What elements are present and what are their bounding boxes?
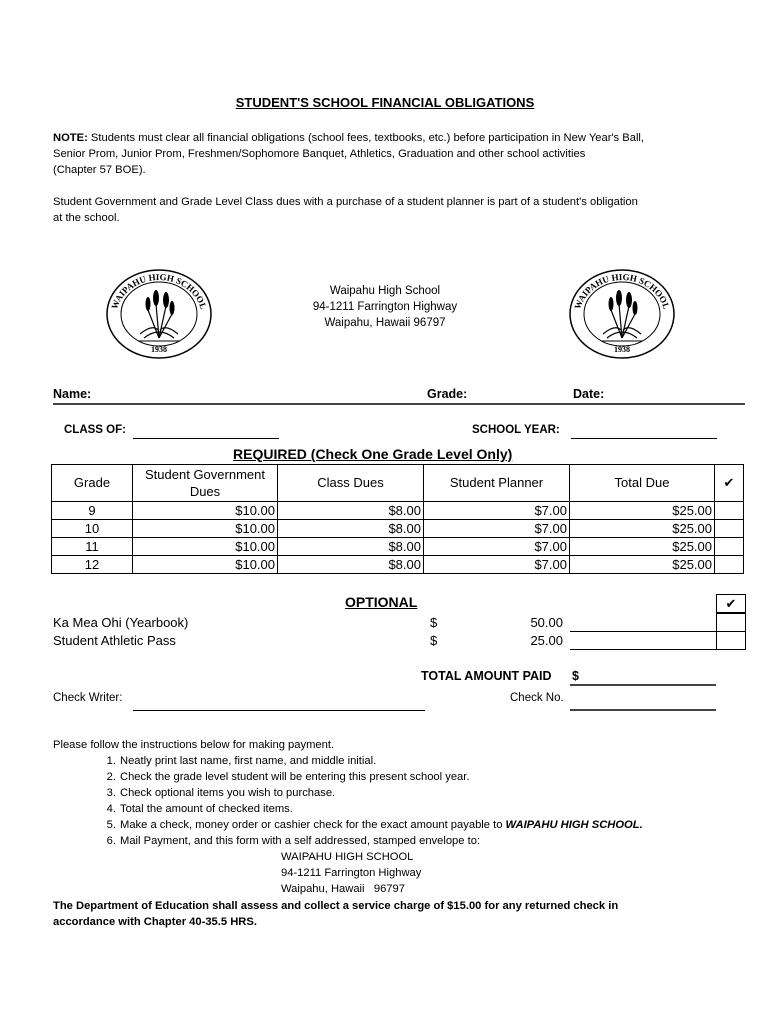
returned-check-notice — [53, 898, 733, 930]
athletic-pass-amount-line — [570, 649, 716, 650]
school-year-label: SCHOOL YEAR: — [472, 424, 560, 436]
date-label: Date: — [573, 387, 605, 401]
svg-text:WAIPAHU HIGH SCHOOL: WAIPAHU HIGH SCHOOL — [109, 271, 209, 311]
grade-cell: 9 — [52, 502, 133, 520]
school-address — [290, 283, 480, 331]
athletic-pass-amount: 25.00 — [530, 633, 563, 648]
grade-11-checkbox[interactable] — [715, 538, 744, 556]
total-due-cell: $25.00 — [570, 538, 715, 556]
mail-name: WAIPAHU HIGH SCHOOL — [281, 851, 414, 863]
note-label: NOTE: — [53, 132, 88, 144]
footer-line-1: The Department of Education shall assess and collect a service charge of $15.00 for any returned check in — [53, 900, 619, 912]
list-item: 5. Make a check, money order or cashier check for the exact amount payable to WAIPAHU HIGH SCHOOL. — [106, 819, 643, 831]
yearbook-amount: 50.00 — [530, 615, 563, 630]
svg-text:1938: 1938 — [151, 345, 167, 354]
dues-note-line-1: Student Government and Grade Level Class dues with a purchase of a student planner is part of a student's obligation — [53, 196, 638, 208]
name-label: Name: — [53, 387, 92, 401]
mailing-address — [281, 849, 421, 897]
sg-dues-cell: $10.00 — [133, 538, 278, 556]
note-line-1: Students must clear all financial obligations (school fees, textbooks, etc.) before participation in New Year's Ball, — [90, 132, 645, 144]
header-student-government: Student Government Dues — [133, 465, 278, 502]
list-item: 6. Mail Payment, and this form with a self addressed, stamped envelope to: — [106, 835, 481, 847]
instructions-intro: Please follow the instructions below for making payment. — [53, 739, 335, 751]
sg-dues-cell: $10.00 — [133, 556, 278, 574]
optional-heading: OPTIONAL — [345, 594, 418, 610]
dues-note-paragraph — [53, 194, 733, 226]
athletic-pass-checkbox[interactable] — [716, 631, 746, 650]
sg-dues-cell: $10.00 — [133, 520, 278, 538]
dues-table — [51, 464, 744, 574]
table-row — [52, 556, 744, 574]
page-title: STUDENT'S SCHOOL FINANCIAL OBLIGATIONS — [235, 95, 535, 110]
optional-check-header: ✔ — [716, 594, 746, 613]
total-currency: $ — [572, 669, 579, 683]
planner-cell: $7.00 — [424, 520, 570, 538]
grade-10-checkbox[interactable] — [715, 520, 744, 538]
list-item: 4. Total the amount of checked items. — [106, 803, 293, 815]
check-writer-field[interactable] — [133, 710, 425, 711]
class-dues-cell: $8.00 — [278, 520, 424, 538]
class-of-label: CLASS OF: — [64, 424, 126, 436]
yearbook-label: Ka Mea Ohi (Yearbook) — [53, 615, 189, 630]
table-row — [52, 538, 744, 556]
footer-line-2: accordance with Chapter 40-35.5 HRS. — [53, 916, 257, 928]
class-dues-cell: $8.00 — [278, 538, 424, 556]
list-item: 1. Neatly print last name, first name, and middle initial. — [106, 755, 377, 767]
note-paragraph — [53, 130, 733, 178]
svg-text:WAIPAHU HIGH SCHOOL: WAIPAHU HIGH SCHOOL — [572, 271, 672, 311]
header-student-planner: Student Planner — [424, 465, 570, 502]
list-item: 3. Check optional items you wish to purchase. — [106, 787, 336, 799]
grade-label: Grade: — [427, 387, 468, 401]
mail-street: 94-1211 Farrington Highway — [281, 867, 422, 879]
grade-cell: 11 — [52, 538, 133, 556]
school-city: Waipahu, Hawaii 96797 — [324, 317, 446, 329]
class-dues-cell: $8.00 — [278, 502, 424, 520]
planner-cell: $7.00 — [424, 556, 570, 574]
planner-cell: $7.00 — [424, 538, 570, 556]
yearbook-checkbox[interactable] — [716, 613, 746, 632]
table-row — [52, 520, 744, 538]
athletic-pass-label: Student Athletic Pass — [53, 633, 176, 648]
school-year-field[interactable] — [571, 438, 717, 439]
yearbook-currency: $ — [430, 615, 438, 630]
grade-cell: 12 — [52, 556, 133, 574]
total-due-cell: $25.00 — [570, 520, 715, 538]
required-heading: REQUIRED (Check One Grade Level Only) — [233, 446, 513, 462]
planner-cell: $7.00 — [424, 502, 570, 520]
class-dues-cell: $8.00 — [278, 556, 424, 574]
header-grade: Grade — [52, 465, 133, 502]
total-due-cell: $25.00 — [570, 556, 715, 574]
school-name: Waipahu High School — [329, 285, 441, 297]
yearbook-amount-line — [570, 631, 716, 632]
name-grade-date-line[interactable] — [53, 403, 745, 405]
school-street: 94-1211 Farrington Highway — [312, 301, 458, 313]
class-of-field[interactable] — [133, 438, 279, 439]
school-seal-left — [104, 268, 214, 360]
total-due-cell: $25.00 — [570, 502, 715, 520]
athletic-pass-currency: $ — [430, 633, 438, 648]
header-class-dues: Class Dues — [278, 465, 424, 502]
note-line-3: (Chapter 57 BOE). — [53, 164, 146, 176]
mail-city: Waipahu, Hawaii 96797 — [281, 883, 405, 895]
total-amount-paid-label: TOTAL AMOUNT PAID — [421, 669, 552, 683]
school-seal-right — [567, 268, 677, 360]
check-no-label: Check No. — [510, 692, 564, 704]
svg-text:1938: 1938 — [614, 345, 630, 354]
table-header-row — [52, 465, 744, 502]
header-check: ✔ — [715, 465, 744, 502]
grade-12-checkbox[interactable] — [715, 556, 744, 574]
list-item: 2. Check the grade level student will be entering this present school year. — [106, 771, 470, 783]
check-writer-label: Check Writer: — [53, 692, 123, 704]
dues-note-line-2: at the school. — [53, 212, 120, 224]
total-amount-field[interactable] — [570, 684, 716, 686]
check-no-field[interactable] — [570, 709, 716, 711]
table-row — [52, 502, 744, 520]
instructions-list — [96, 753, 643, 849]
sg-dues-cell: $10.00 — [133, 502, 278, 520]
header-total-due: Total Due — [570, 465, 715, 502]
grade-cell: 10 — [52, 520, 133, 538]
grade-9-checkbox[interactable] — [715, 502, 744, 520]
note-line-2: Senior Prom, Junior Prom, Freshmen/Sophomore Banquet, Athletics, Graduation and other school activities — [53, 148, 586, 160]
